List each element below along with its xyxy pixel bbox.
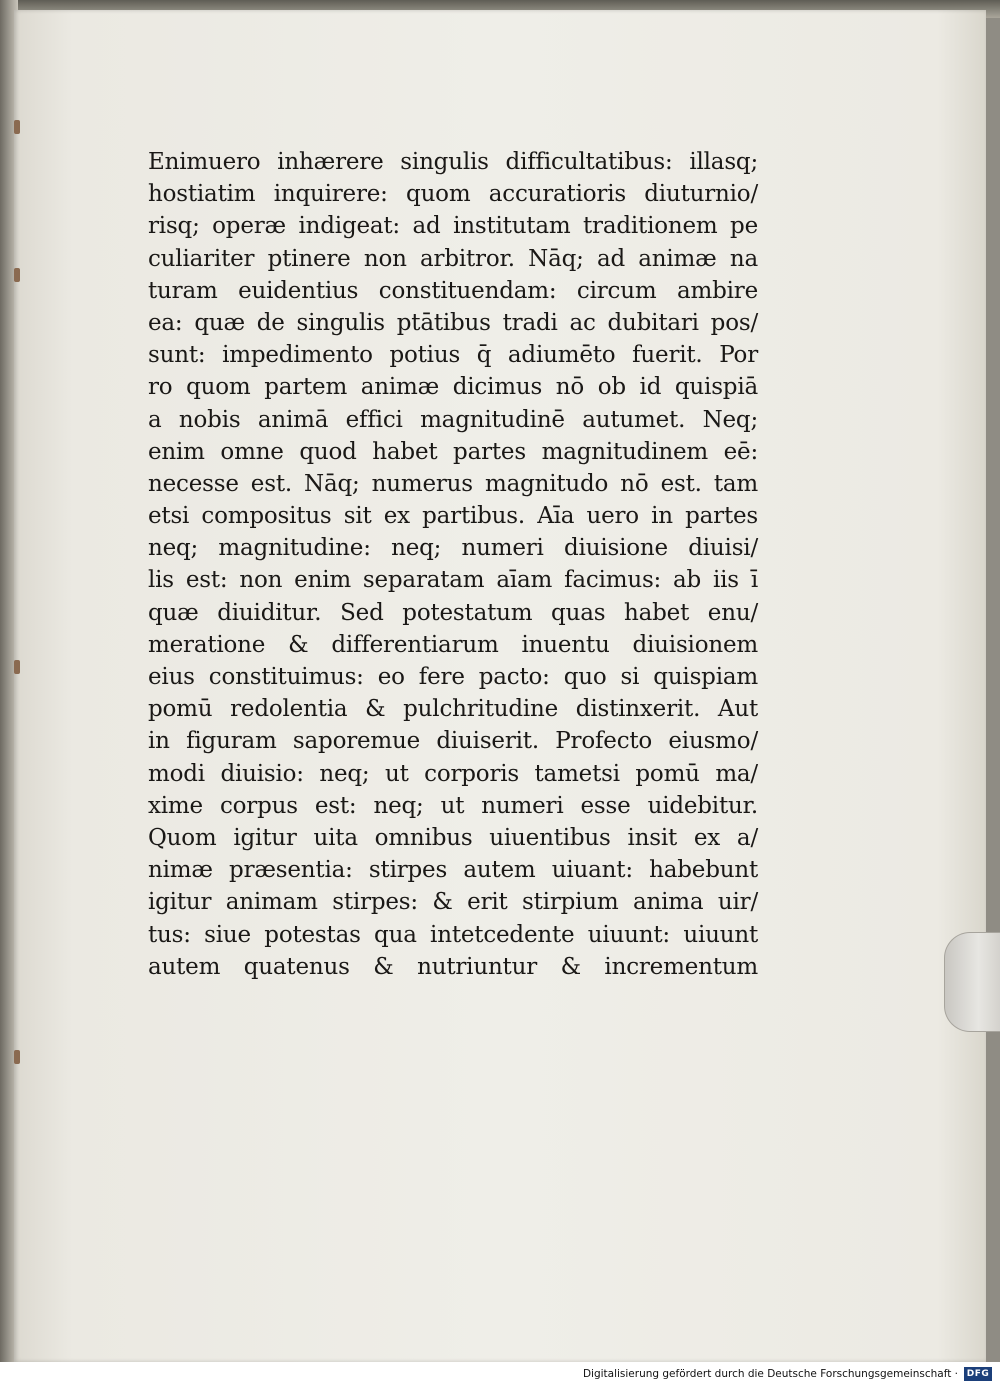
text-block [148, 146, 758, 983]
text-line: necesse est. Nāq; numerus magnitudo nō est. tam [148, 470, 758, 497]
book-page [14, 10, 986, 1362]
page-clamp-tab [944, 932, 1000, 1032]
text-line: in figuram saporemue diuiserit. Profecto eiusmo/ [148, 728, 758, 755]
dfg-logo-icon: DFG [964, 1367, 992, 1381]
binding-mark [14, 268, 20, 282]
text-line: autem quatenus & nutriuntur & incrementum [148, 953, 758, 980]
text-line: culiariter ptinere non arbitror. Nāq; ad animæ na [148, 245, 758, 272]
text-line: etsi compositus sit ex partibus. Aīa uero in partes [148, 503, 758, 530]
binding-mark [14, 120, 20, 134]
text-line: Enimuero inhærere singulis difficultatibus: illasq; [148, 149, 758, 175]
text-line: quæ diuiditur. Sed potestatum quas habet enu/ [148, 599, 758, 626]
text-line: a nobis animā effici magnitudinē autumet. Neq; [148, 406, 758, 433]
text-line: ro quom partem animæ dicimus nō ob id quispiā [148, 374, 758, 401]
text-line: meratione & differentiarum inuentu diuisionem [148, 631, 758, 658]
text-line: lis est: non enim separatam aīam facimus: ab iis ī [148, 567, 758, 594]
text-line: ea: quæ de singulis ptātibus tradi ac dubitari pos/ [148, 309, 758, 336]
binding-mark [14, 660, 20, 674]
text-line: modi diuisio: neq; ut corporis tametsi pomū ma/ [148, 760, 758, 787]
text-line: Quom igitur uita omnibus uiuentibus insit ex a/ [148, 824, 758, 851]
binding-mark [14, 1050, 20, 1064]
text-line: eius constituimus: eo fere pacto: quo si quispiam [148, 664, 758, 690]
text-line: neq; magnitudine: neq; numeri diuisione diuisi/ [148, 535, 758, 562]
text-line: pomū redolentia & pulchritudine distinxerit. Aut [148, 696, 758, 723]
text-line: hostiatim inquirere: quom accuratioris diuturnio/ [148, 181, 758, 208]
text-line: enim omne quod habet partes magnitudinem eē: [148, 438, 758, 465]
footer-bar [0, 1362, 1000, 1390]
text-line: nimæ præsentia: stirpes autem uiuant: habebunt [148, 857, 758, 884]
text-line: risq; operæ indigeat: ad institutam traditionem pe [148, 213, 758, 240]
text-line: igitur animam stirpes: & erit stirpium anima uir/ [148, 889, 758, 916]
text-line: xime corpus est: neq; ut numeri esse uidebitur. [148, 792, 758, 819]
funding-notice: Digitalisierung gefördert durch die Deutsche Forschungsgemeinschaft · [582, 1368, 958, 1380]
text-line: sunt: impedimento potius q̄ adiumēto fuerit. Por [148, 342, 758, 369]
text-line: turam euidentius constituendam: circum ambire [148, 277, 758, 304]
text-line: tus: siue potestas qua intetcedente uiuunt: uiuunt [148, 921, 758, 948]
